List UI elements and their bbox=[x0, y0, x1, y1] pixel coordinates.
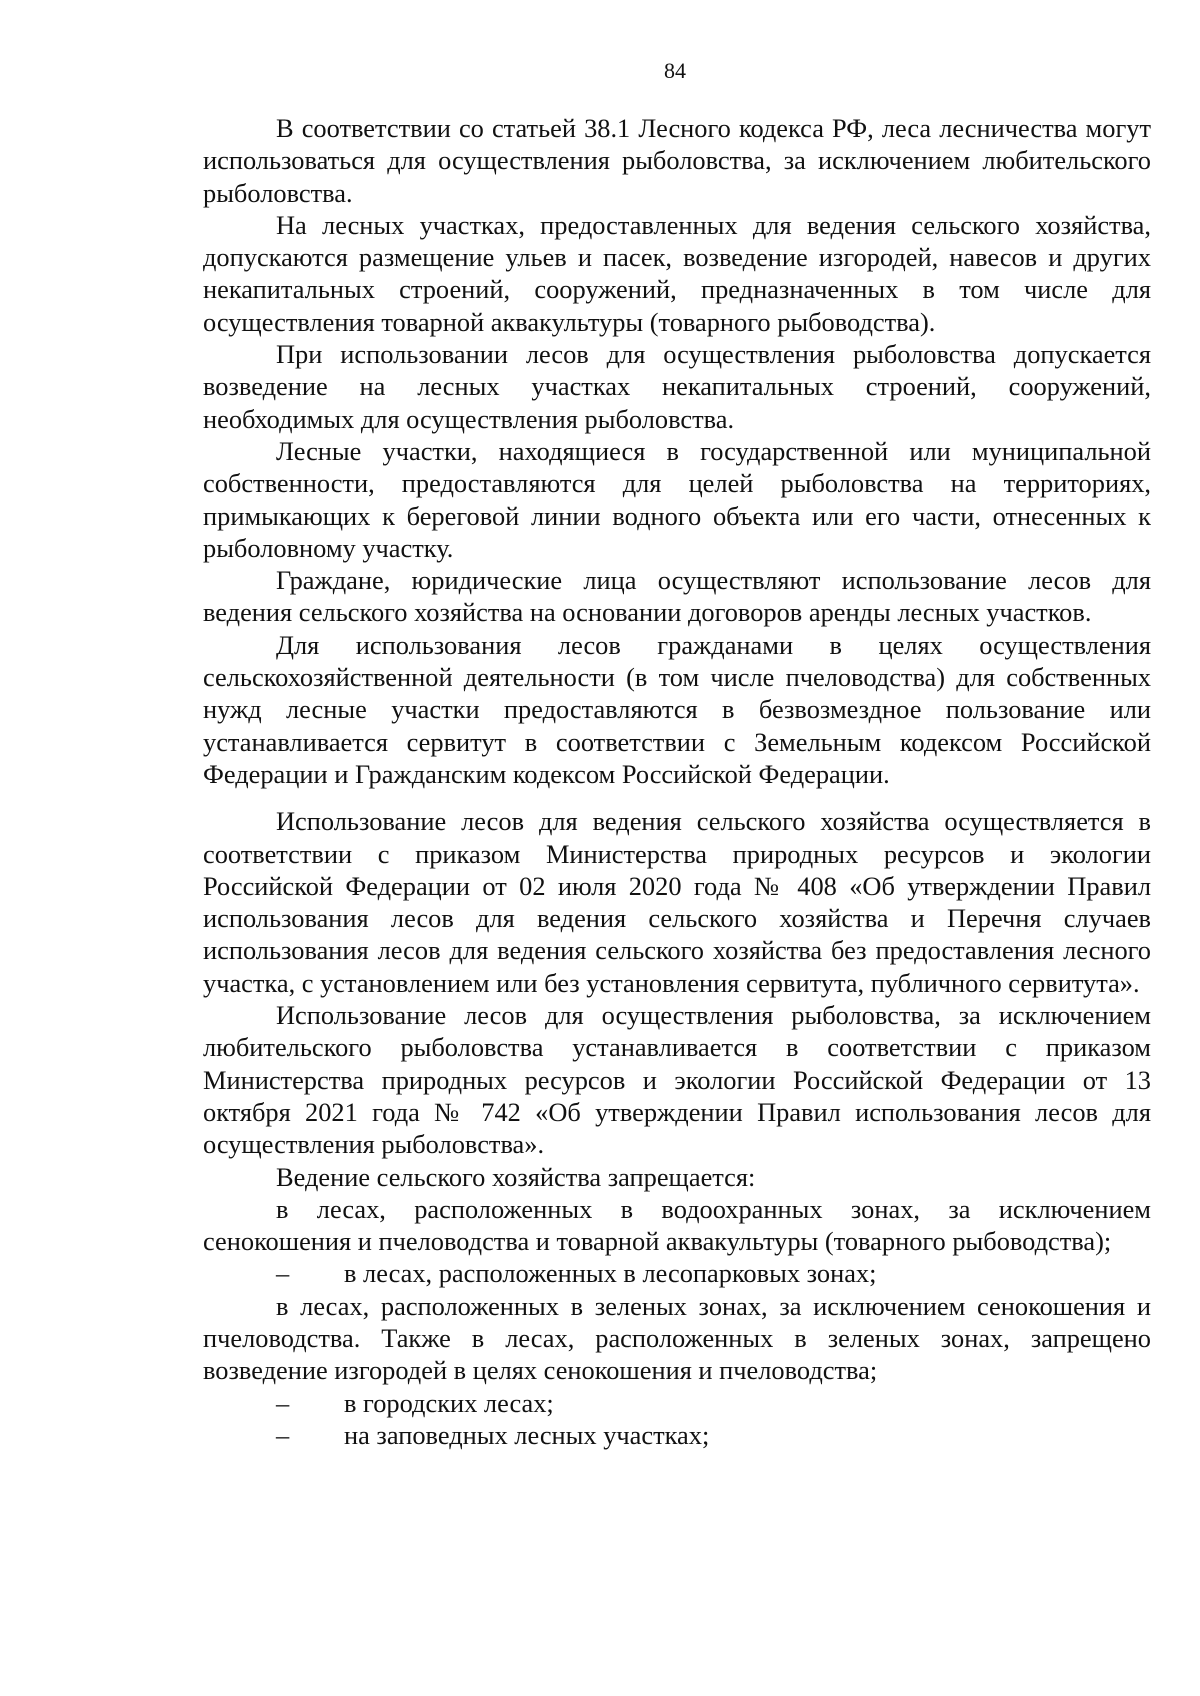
paragraph-citizens-use: Для использования лесов гражданами в целях осуществления сельскохозяйственной деятельности (в том числе пчеловодства) для собственных нужд лесные участки предоставляются в безвозмездное пользование или устанавливается сервитут в соответствии с Земельным кодексом Российской Федерации и Гражданским кодексом Российской Федерации. bbox=[203, 629, 1151, 789]
paragraph-agriculture-plots: На лесных участках, предоставленных для ведения сельского хозяйства, допускаются размещение ульев и пасек, возведение изгородей, навесов и других некапитальных строений, сооружений, предназначенных в том числе для осуществления товарной аквакультуры (товарного рыбоводства). bbox=[203, 209, 1151, 337]
list-item-urban-forests bbox=[203, 1387, 1151, 1419]
list-item-text: в лесах, расположенных в лесопарковых зонах; bbox=[344, 1258, 877, 1289]
paragraph-lease-agreements: Граждане, юридические лица осуществляют использование лесов для ведения сельского хозяйства на основании договоров аренды лесных участков. bbox=[203, 565, 1151, 628]
paragraph-order-742: Использование лесов для осуществления рыболовства, за исключением любительского рыболовства устанавливается в соответствии с приказом Министерства природных ресурсов и экологии Российской Федерации от 13 октября 2021 года № 742 «Об утверждении Правил использования лесов для осуществления рыболовства». bbox=[203, 1000, 1151, 1160]
list-item-reserved-plots bbox=[203, 1419, 1151, 1451]
paragraph-fishing-structures: При использовании лесов для осуществления рыболовства допускается возведение на лесных участках некапитальных строений, сооружений, необходимых для осуществления рыболовства. bbox=[203, 339, 1151, 434]
paragraph-fishing-use: В соответствии со статьей 38.1 Лесного кодекса РФ, леса лесничества могут использоваться для осуществления рыболовства, за исключением любительского рыболовства. bbox=[203, 113, 1151, 208]
list-item-text: в городских лесах; bbox=[344, 1387, 554, 1418]
paragraph-order-408: Использование лесов для ведения сельского хозяйства осуществляется в соответствии с приказом Министерства природных ресурсов и экологии Российской Федерации от 02 июля 2020 года № 408 «Об утверждении Правил использования лесов для ведения сельского хозяйства и Перечня случаев использования лесов для ведения сельского хозяйства без предоставления лесного участка, с установлением или без установления сервитута, публичного сервитута». bbox=[203, 806, 1151, 998]
dash-marker: – bbox=[276, 1387, 290, 1418]
paragraph-prohibitions-heading: Ведение сельского хозяйства запрещается: bbox=[276, 1161, 756, 1192]
dash-marker: – bbox=[276, 1419, 290, 1450]
list-item-text: на заповедных лесных участках; bbox=[344, 1419, 710, 1450]
paragraph-water-protection-zones: в лесах, расположенных в водоохранных зонах, за исключением сенокошения и пчеловодства и товарной аквакультуры (товарного рыбоводства); bbox=[203, 1193, 1151, 1257]
list-item-forest-park-zones bbox=[203, 1257, 1151, 1289]
document-body bbox=[203, 112, 1151, 1451]
paragraph-green-zones: в лесах, расположенных в зеленых зонах, за исключением сенокошения и пчеловодства. Также в лесах, расположенных в зеленых зонах, запрещено возведение изгородей в целях сенокошения и пчеловодства; bbox=[203, 1290, 1151, 1386]
page-number: 84 bbox=[664, 58, 686, 83]
paragraph-fishing-plots: Лесные участки, находящиеся в государственной или муниципальной собственности, предоставляются для целей рыболовства на территориях, примыкающих к береговой линии водного объекта или его части, отнесенных к рыболовному участку. bbox=[203, 435, 1151, 563]
dash-marker: – bbox=[276, 1258, 290, 1289]
